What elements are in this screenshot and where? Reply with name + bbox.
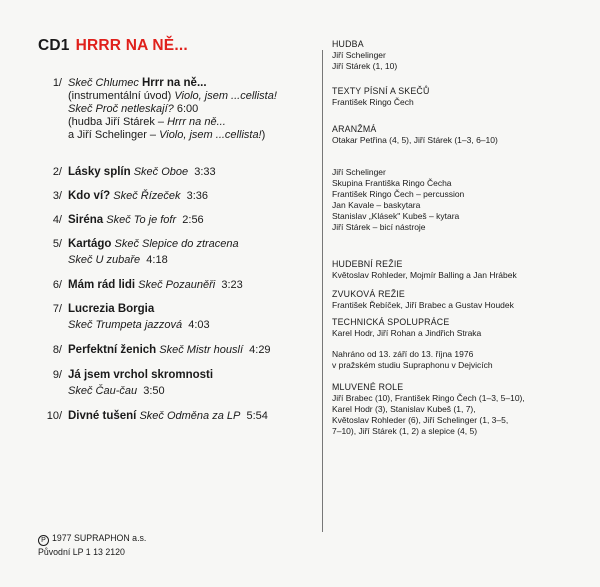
track-number: 4/ xyxy=(52,214,62,226)
song-name: Hrrr na ně... xyxy=(141,77,207,89)
track-number: 10/ xyxy=(46,410,62,422)
credit-heading: ARANŽMÁ xyxy=(332,124,377,134)
skec-label: Violo, jsem ...cellista! xyxy=(174,90,277,102)
skec-label: Skeč Slepice do ztracena xyxy=(114,238,239,250)
skec-note: (instrumentální úvod) xyxy=(68,90,175,102)
track-time: 4:18 xyxy=(146,254,168,266)
credits-musicians xyxy=(332,167,464,233)
credit-heading: MLUVENÉ ROLE xyxy=(332,382,404,392)
skec-label: Skeč Oboe xyxy=(133,166,189,178)
track-number: 2/ xyxy=(52,166,62,178)
skec-label: Skeč Proč netleskají? xyxy=(68,103,177,115)
track-time: 5:54 xyxy=(246,410,268,422)
recording-line: v pražském studiu Supraphonu v Dejvicích xyxy=(332,360,493,370)
track-time: 3:50 xyxy=(143,385,165,397)
credit-line: Karel Hodr, Jiří Rohan a Jindřich Straka xyxy=(332,328,482,338)
credit-note-italic: Violo, jsem ...cellista! xyxy=(159,129,262,141)
track-number: 9/ xyxy=(52,369,62,381)
album-title xyxy=(38,37,188,55)
track-number: 6/ xyxy=(52,279,62,291)
skec-label: Skeč Mistr houslí xyxy=(159,344,244,356)
disc-label: CD1 xyxy=(38,37,70,54)
credit-heading: HUDBA xyxy=(332,39,364,49)
credit-line: Otakar Petřina (4, 5), Jiří Stárek (1–3, 6–10) xyxy=(332,135,498,145)
musician-line: Jiří Schelinger xyxy=(332,167,386,177)
track-time: 3:36 xyxy=(186,190,209,202)
song-name: Kartágo xyxy=(68,238,112,250)
credits-zvukova xyxy=(332,289,514,311)
song-name: Mám rád lidi xyxy=(68,279,136,291)
credit-line: Jiří Brabec (10), František Ringo Čech (1–3, 5–10), xyxy=(332,393,525,403)
credit-line: František Ringo Čech xyxy=(332,97,414,107)
track-time: 3:33 xyxy=(194,166,216,178)
song-name: Lucrezia Borgia xyxy=(68,303,155,315)
track-time: 2:56 xyxy=(182,214,204,226)
phonogram-p-icon: P xyxy=(38,535,49,546)
credits-aranzma xyxy=(332,124,498,146)
track-number: 1/ xyxy=(52,77,62,89)
footer xyxy=(38,532,146,559)
credit-line: Karel Hodr (3), Stanislav Kubeš (1, 7), xyxy=(332,404,476,414)
credits-role xyxy=(332,382,525,437)
recording-line: Nahráno od 13. září do 13. října 1976 xyxy=(332,349,474,359)
skec-label: Skeč Odměna za LP xyxy=(139,410,241,422)
copyright-text: 1977 SUPRAPHON a.s. xyxy=(52,533,147,543)
song-name: Perfektní ženich xyxy=(68,344,157,356)
song-name: Kdo ví? xyxy=(68,190,111,202)
credit-line: Květoslav Rohleder, Mojmír Balling a Jan Hrábek xyxy=(332,270,517,280)
skec-label: Skeč Čau-čau xyxy=(68,385,138,397)
album-name: HRRR NA NĚ... xyxy=(75,37,188,54)
credit-heading: TEXTY PÍSNÍ A SKEČŮ xyxy=(332,86,430,96)
track-time: 4:03 xyxy=(188,319,210,331)
skec-label: Skeč Chlumec xyxy=(68,77,142,89)
track-time: 3:23 xyxy=(221,279,243,291)
credit-note: a Jiří Schelinger – xyxy=(68,129,160,141)
musician-line: Jiří Stárek – bicí nástroje xyxy=(332,222,426,232)
skec-label: Skeč Řízeček xyxy=(113,190,181,202)
track-number: 5/ xyxy=(52,238,62,250)
credits-texty xyxy=(332,86,430,108)
musician-line: Jan Kavale – baskytara xyxy=(332,200,421,210)
song-name: Divné tušení xyxy=(68,410,137,422)
track-number: 8/ xyxy=(52,344,62,356)
track-number: 3/ xyxy=(52,190,62,202)
song-name: Já jsem vrchol skromnosti xyxy=(68,369,214,381)
credit-note: (hudba Jiří Stárek – xyxy=(68,116,168,128)
track-time: 4:29 xyxy=(249,344,271,356)
musician-line: František Ringo Čech – percussion xyxy=(332,189,465,199)
song-name: Siréna xyxy=(68,214,104,226)
credit-heading: ZVUKOVÁ REŽIE xyxy=(332,289,405,299)
credit-heading: HUDEBNÍ REŽIE xyxy=(332,259,403,269)
track-time: 6:00 xyxy=(176,103,199,115)
credit-note-end: ) xyxy=(261,129,266,141)
recording-info xyxy=(332,349,493,371)
song-name: Lásky splín xyxy=(68,166,131,178)
skec-label: Skeč Trumpeta jazzová xyxy=(68,319,183,331)
credits-rezie xyxy=(332,259,517,281)
credit-note-italic: Hrrr na ně... xyxy=(167,116,226,128)
credit-line: Květoslav Rohleder (6), Jiří Schelinger (1, 3–5, xyxy=(332,415,509,425)
credit-line: 7–10), Jiří Stárek (1, 2) a slepice (4, 5) xyxy=(332,426,478,436)
musician-line: Skupina Františka Ringo Čecha xyxy=(332,178,452,188)
credit-line: František Řebíček, Jiří Brabec a Gustav Houdek xyxy=(332,300,514,310)
credit-heading: TECHNICKÁ SPOLUPRÁCE xyxy=(332,317,450,327)
musician-line: Stanislav „Klásek" Kubeš – kytara xyxy=(332,211,460,221)
credits-hudba xyxy=(332,39,397,72)
skec-label: Skeč U zubaře xyxy=(68,254,141,266)
skec-label: Skeč Pozauněři xyxy=(138,279,216,291)
track-number: 7/ xyxy=(52,303,62,315)
column-divider xyxy=(322,50,323,532)
skec-label: Skeč To je fofr xyxy=(106,214,177,226)
original-lp: Původní LP 1 13 2120 xyxy=(38,547,125,557)
credit-line: Jiří Schelinger xyxy=(332,50,386,60)
credits-technicka xyxy=(332,317,481,339)
credit-line: Jiří Stárek (1, 10) xyxy=(332,61,398,71)
